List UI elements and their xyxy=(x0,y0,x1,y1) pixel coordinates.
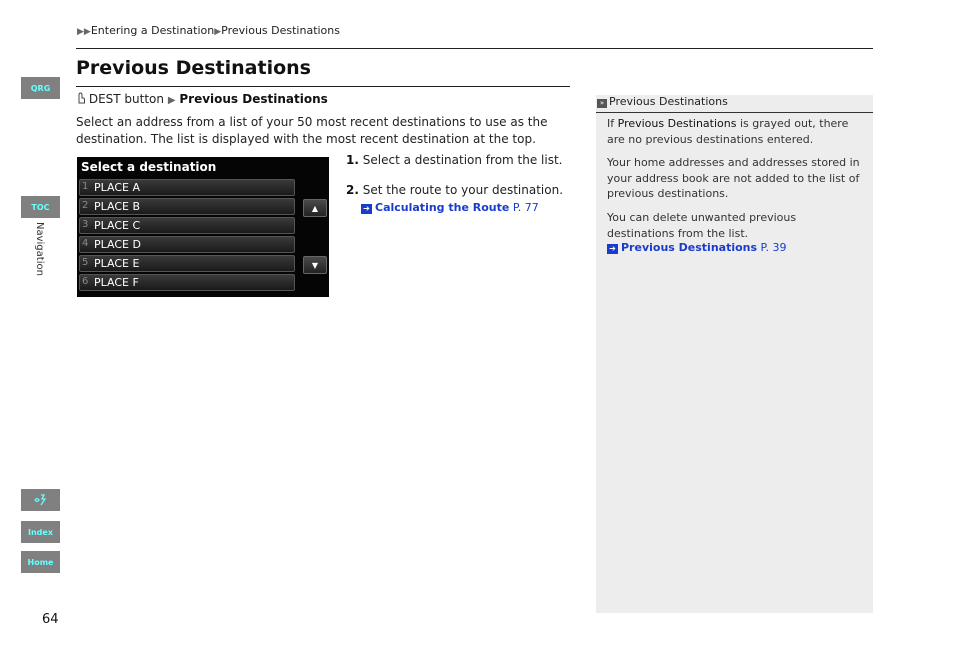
voice-command-tab[interactable] xyxy=(21,489,60,511)
link-arrow-icon: ➔ xyxy=(607,244,618,254)
triangle-icon: ▶ xyxy=(167,95,176,106)
memo-icon: » xyxy=(597,99,607,108)
previous-destinations-link[interactable]: ➔ Previous Destinations P. 39 xyxy=(607,241,786,254)
page-title: Previous Destinations xyxy=(76,57,311,79)
hand-icon xyxy=(76,92,85,104)
step-2: 2. Set the route to your destination. xyxy=(346,183,564,197)
list-item: 5 PLACE E xyxy=(79,255,295,272)
title-divider xyxy=(76,86,570,87)
nav-screen-image xyxy=(77,157,329,297)
triangle-icon: ▶▶ xyxy=(77,27,91,37)
qrg-tab[interactable]: QRG xyxy=(21,77,60,99)
dest-target-label: Previous Destinations xyxy=(179,92,328,106)
list-item: 4 PLACE D xyxy=(79,236,295,253)
index-tab[interactable]: Index xyxy=(21,521,60,543)
list-item: 6 PLACE F xyxy=(79,274,295,291)
toc-tab[interactable]: TOC xyxy=(21,196,60,218)
voice-icon xyxy=(33,493,49,507)
memo-paragraph: You can delete unwanted previous destinations from the list. xyxy=(607,211,797,240)
section-label: Navigation xyxy=(34,222,45,276)
memo-paragraph: If Previous Destinations is grayed out, there are no previous destinations entered. xyxy=(607,117,849,146)
list-item: 2 PLACE B xyxy=(79,198,295,215)
intro-paragraph: Select an address from a list of your 50 most recent destinations to use as the destination. The list is displayed with the most recent destination at the top. xyxy=(76,115,548,146)
breadcrumb-item-entering[interactable]: Entering a Destination xyxy=(90,24,215,37)
memo-title: » Previous Destinations xyxy=(596,95,873,113)
screen-header: Select a destination xyxy=(81,160,217,174)
list-item: 1 PLACE A xyxy=(79,179,295,196)
home-tab[interactable]: Home xyxy=(21,551,60,573)
link-arrow-icon: ➔ xyxy=(361,204,372,214)
header-divider xyxy=(76,48,873,49)
memo-divider xyxy=(596,112,873,113)
memo-sidebar xyxy=(596,95,873,613)
scroll-down-icon: ▼ xyxy=(303,256,327,274)
triangle-icon: ▶ xyxy=(214,27,222,37)
calculating-route-link[interactable]: ➔ Calculating the Route P. 77 xyxy=(361,201,539,214)
breadcrumb-item-previous[interactable]: Previous Destinations xyxy=(221,24,340,37)
dest-button-label: DEST button xyxy=(88,92,164,106)
scroll-up-icon: ▲ xyxy=(303,199,327,217)
step-1: 1. Select a destination from the list. xyxy=(346,153,563,167)
breadcrumb xyxy=(77,24,340,37)
list-item: 3 PLACE C xyxy=(79,217,295,234)
dest-instruction xyxy=(76,92,328,106)
page-number: 64 xyxy=(42,612,59,627)
memo-paragraph: Your home addresses and addresses stored in your address book are not added to the list of previous destinations. xyxy=(607,156,860,200)
